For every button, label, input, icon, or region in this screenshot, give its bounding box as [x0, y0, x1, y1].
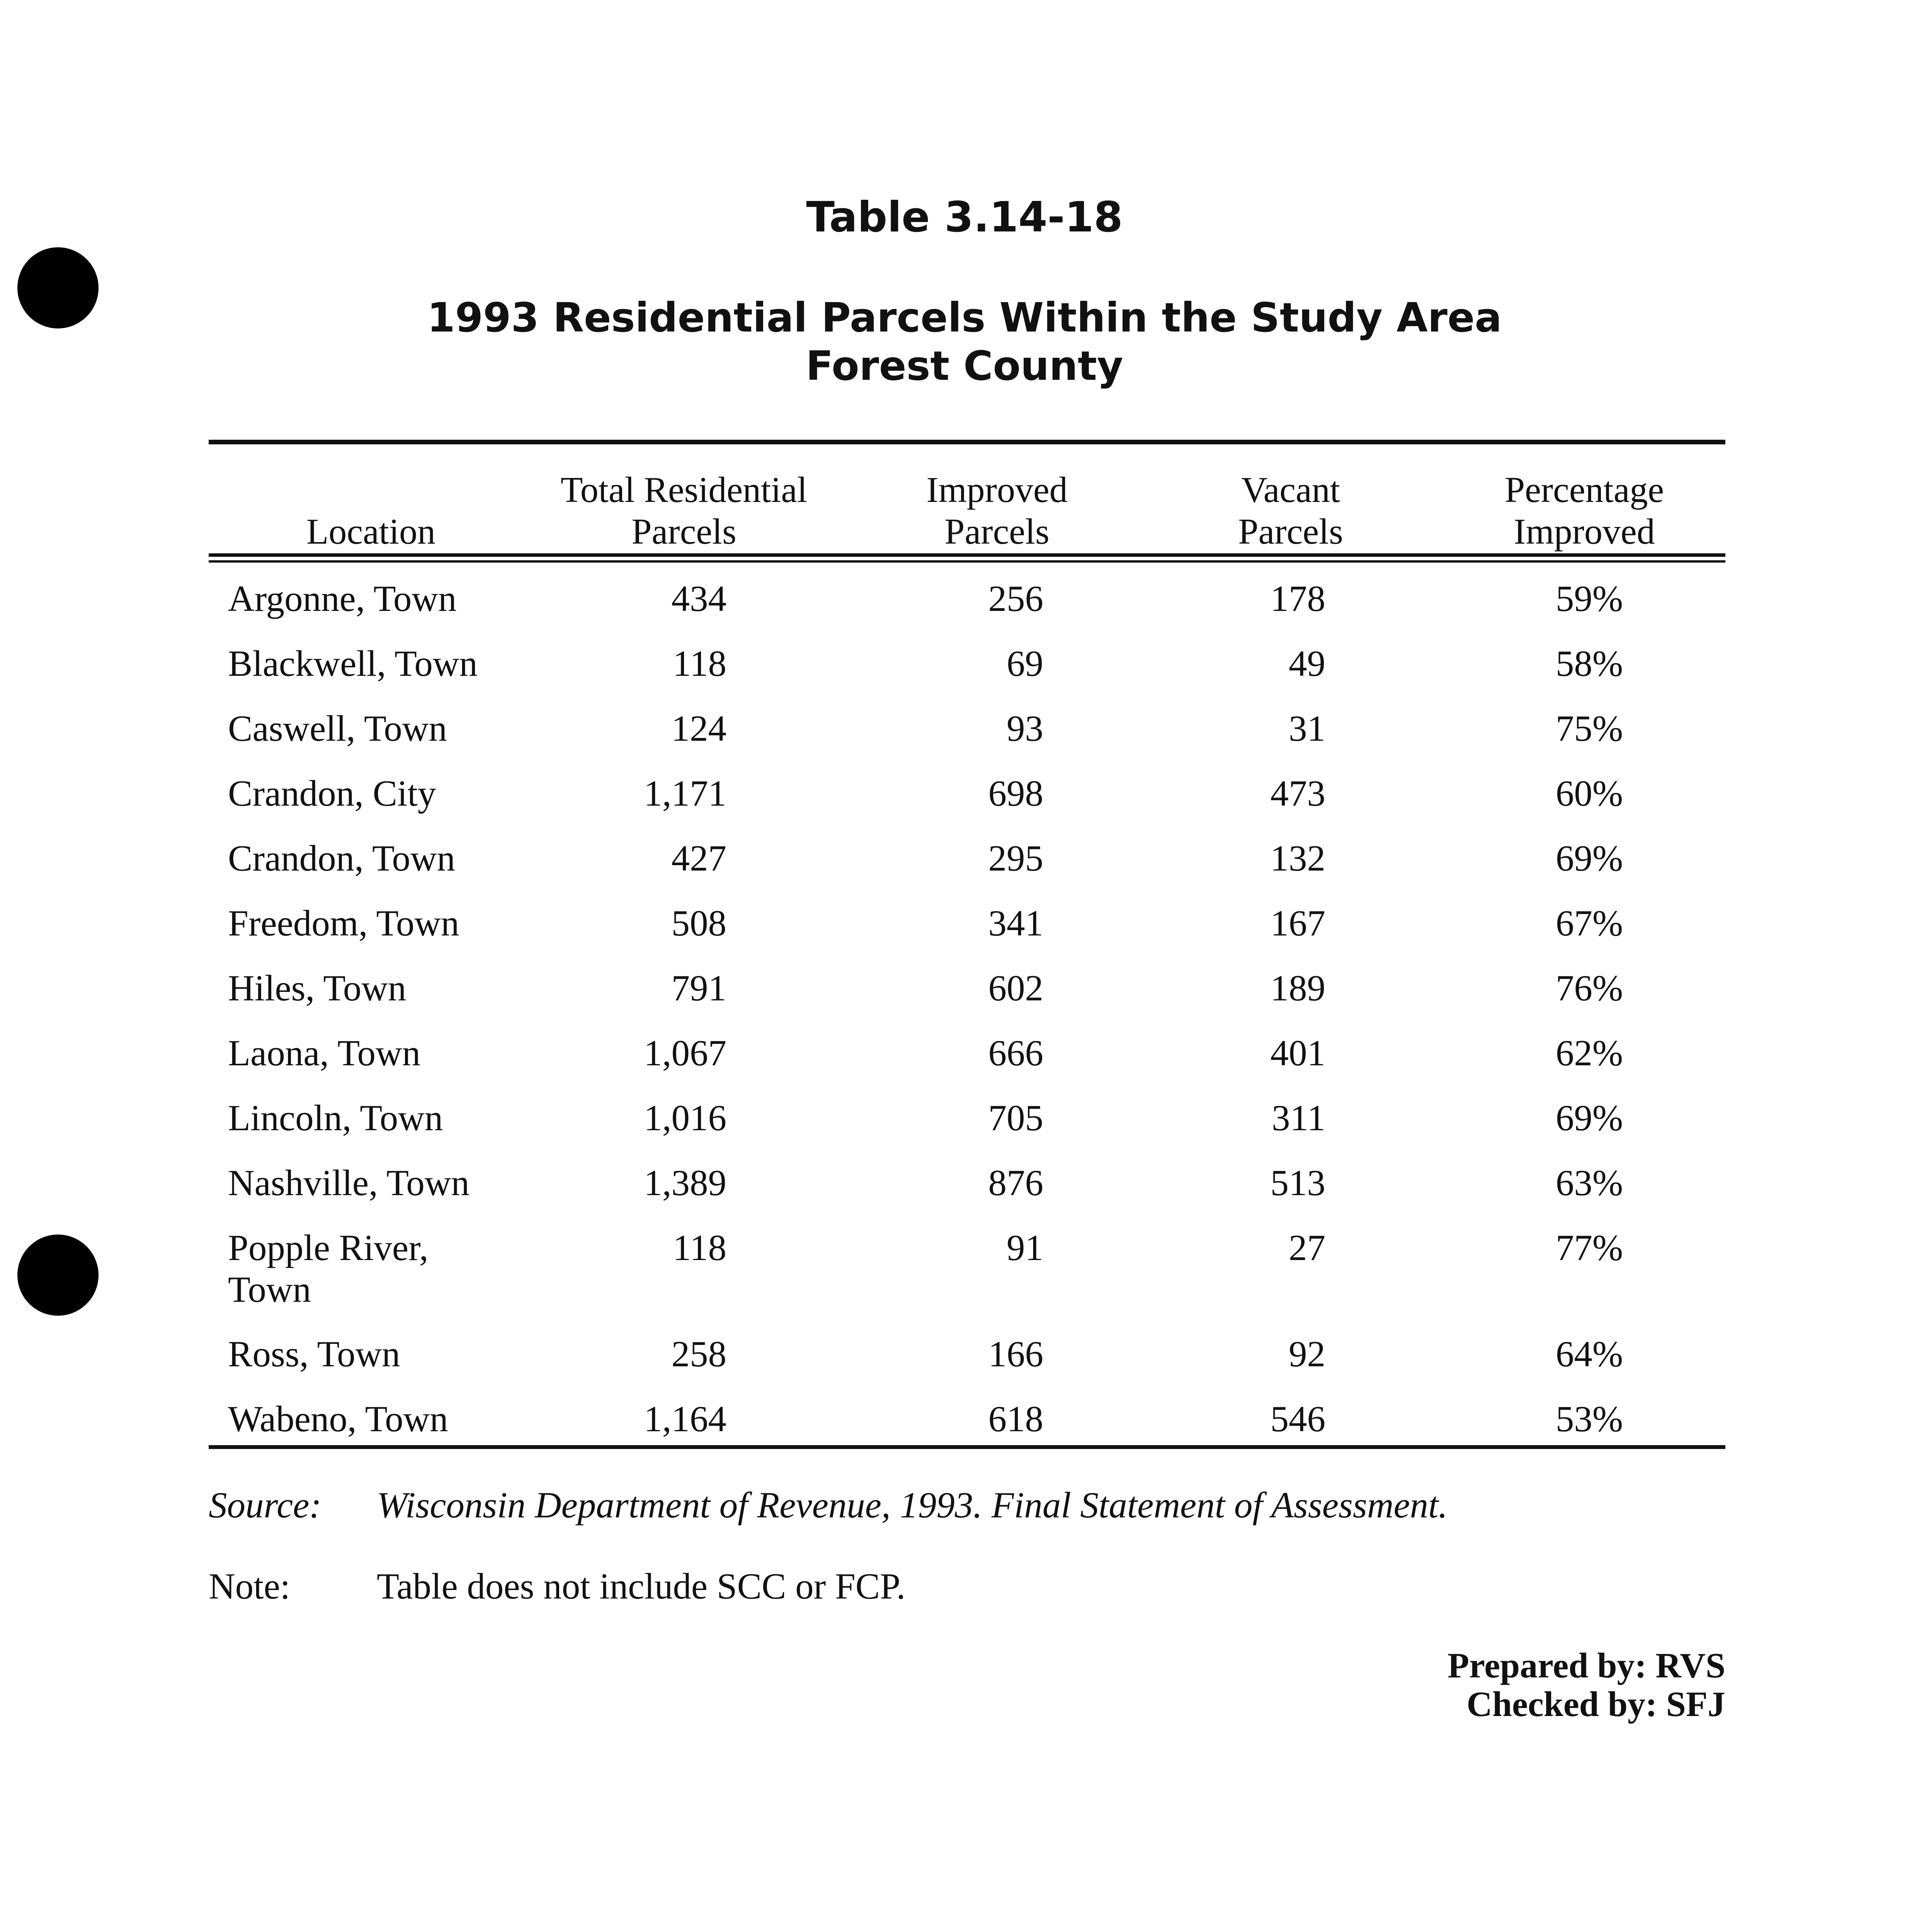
cell-vacant: 27	[1289, 1227, 1325, 1268]
header-vacant-parcels: Vacant Parcels	[1238, 470, 1343, 552]
table-row	[0, 643, 1929, 701]
cell-location: Lincoln, Town	[228, 1097, 443, 1138]
cell-vacant: 132	[1270, 838, 1325, 879]
cell-location: Laona, Town	[228, 1032, 421, 1073]
cell-location: Nashville, Town	[228, 1162, 469, 1203]
table-row	[0, 1097, 1929, 1155]
table-title	[0, 294, 1929, 390]
cell-total: 434	[671, 578, 726, 619]
table-bottom-rule	[209, 1445, 1725, 1449]
cell-location: Freedom, Town	[228, 903, 459, 944]
cell-percent: 67%	[1555, 903, 1623, 944]
header-location: Location	[306, 512, 436, 552]
cell-total: 1,164	[644, 1398, 726, 1439]
cell-vacant: 178	[1270, 578, 1325, 619]
cell-vacant: 167	[1270, 903, 1325, 944]
table-title-line1: 1993 Residential Parcels Within the Study Area	[427, 294, 1502, 341]
table-row	[0, 837, 1929, 895]
cell-total: 118	[673, 643, 726, 684]
cell-total: 124	[671, 708, 726, 749]
cell-percent: 59%	[1555, 578, 1623, 619]
table-row	[0, 1032, 1929, 1090]
cell-percent: 69%	[1555, 1097, 1623, 1138]
cell-total: 1,067	[644, 1032, 726, 1073]
cell-total: 508	[671, 903, 726, 944]
cell-improved: 698	[988, 773, 1043, 814]
note-label: Note:	[209, 1566, 291, 1607]
cell-vacant: 473	[1270, 773, 1325, 814]
header-rule-lower	[209, 560, 1725, 563]
cell-percent: 63%	[1555, 1162, 1623, 1203]
cell-percent: 58%	[1555, 643, 1623, 684]
cell-vacant: 401	[1270, 1032, 1325, 1073]
header-rule-upper	[209, 553, 1725, 557]
cell-location: Crandon, Town	[228, 838, 455, 879]
cell-vacant: 31	[1289, 708, 1325, 749]
cell-improved: 69	[1007, 643, 1043, 684]
cell-total: 791	[671, 968, 726, 1009]
cell-improved: 666	[988, 1032, 1043, 1073]
table-top-rule	[209, 440, 1725, 444]
source-text: Wisconsin Department of Revenue, 1993. Final Statement of Assessment.	[377, 1485, 1448, 1526]
cell-percent: 76%	[1555, 968, 1623, 1009]
cell-location: Wabeno, Town	[228, 1398, 448, 1439]
cell-percent: 53%	[1555, 1398, 1623, 1439]
cell-vacant: 546	[1270, 1398, 1325, 1439]
cell-improved: 341	[988, 903, 1043, 944]
cell-location: Ross, Town	[228, 1333, 400, 1374]
table-row	[0, 1333, 1929, 1391]
cell-improved: 705	[988, 1097, 1043, 1138]
cell-total: 118	[673, 1227, 726, 1268]
cell-improved: 602	[988, 968, 1043, 1009]
cell-percent: 69%	[1555, 838, 1623, 879]
cell-improved: 618	[988, 1398, 1043, 1439]
table-row	[0, 902, 1929, 960]
table-number: Table 3.14-18	[806, 193, 1123, 242]
cell-total: 1,389	[644, 1162, 726, 1203]
cell-location: Popple River, Town	[228, 1227, 429, 1310]
cell-vacant: 49	[1289, 643, 1325, 684]
header-improved-parcels: Improved Parcels	[926, 470, 1068, 552]
cell-percent: 75%	[1555, 708, 1623, 749]
cell-location: Blackwell, Town	[228, 643, 478, 684]
cell-location: Crandon, City	[228, 773, 436, 814]
prepared-by: Prepared by: RVS	[1447, 1646, 1725, 1685]
table-title-line2: Forest County	[806, 342, 1123, 389]
header-total-residential-parcels: Total Residential Parcels	[560, 470, 808, 552]
table-row	[0, 1227, 1929, 1331]
cell-vacant: 311	[1272, 1097, 1325, 1138]
cell-location: Argonne, Town	[228, 578, 457, 619]
table-row	[0, 1162, 1929, 1220]
cell-location: Caswell, Town	[228, 708, 447, 749]
cell-improved: 166	[988, 1333, 1043, 1374]
cell-improved: 295	[988, 838, 1043, 879]
cell-improved: 256	[988, 578, 1043, 619]
header-percentage-improved: Percentage Improved	[1504, 470, 1664, 552]
checked-by: Checked by: SFJ	[1466, 1684, 1725, 1724]
cell-total: 1,171	[644, 773, 726, 814]
note-text: Table does not include SCC or FCP.	[377, 1566, 906, 1607]
cell-percent: 64%	[1555, 1333, 1623, 1374]
cell-percent: 77%	[1555, 1227, 1623, 1268]
cell-vacant: 513	[1270, 1162, 1325, 1203]
cell-vacant: 189	[1270, 968, 1325, 1009]
cell-percent: 62%	[1555, 1032, 1623, 1073]
preparer-block	[1448, 1646, 1725, 1723]
source-label: Source:	[209, 1485, 322, 1526]
cell-total: 427	[671, 838, 726, 879]
cell-total: 1,016	[644, 1097, 726, 1138]
cell-location: Hiles, Town	[228, 968, 407, 1009]
cell-improved: 91	[1007, 1227, 1043, 1268]
cell-vacant: 92	[1289, 1333, 1325, 1374]
table-row	[0, 707, 1929, 765]
table-row	[0, 772, 1929, 830]
cell-total: 258	[671, 1333, 726, 1374]
cell-percent: 60%	[1555, 773, 1623, 814]
table-row	[0, 967, 1929, 1025]
table-row	[0, 578, 1929, 636]
cell-improved: 93	[1007, 708, 1043, 749]
cell-improved: 876	[988, 1162, 1043, 1203]
